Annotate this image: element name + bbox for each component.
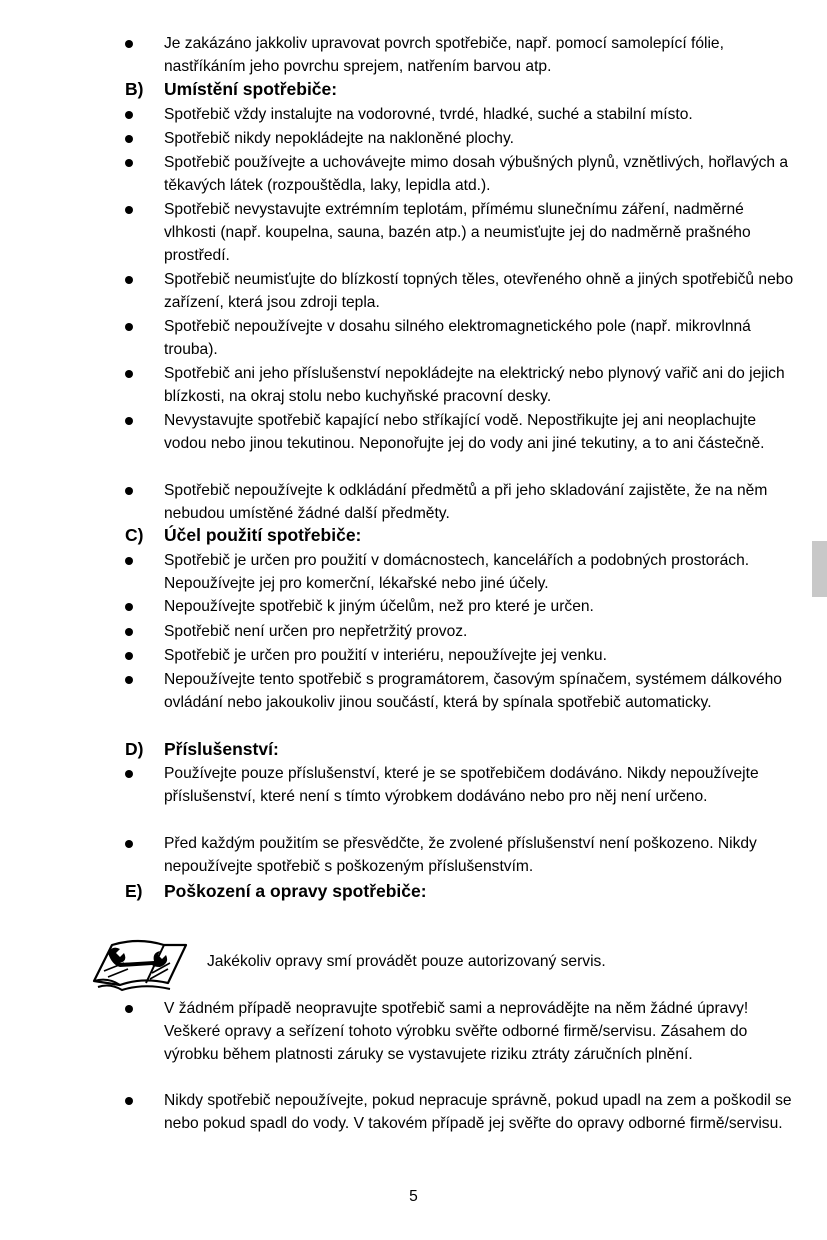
- section-letter: C): [125, 525, 144, 545]
- list-item: Spotřebič používejte a uchovávejte mimo dosah výbušných plynů, vznětlivých, hořlavých a těkavých látek (rozpouštědla, laky, lepidla atd.).: [164, 154, 789, 195]
- bullet-icon: [125, 276, 133, 284]
- bullet-icon: [125, 417, 133, 425]
- bullet-icon: [125, 40, 133, 48]
- list-item: Před každým použitím se přesvědčte, že zvolené příslušenství není poškozeno. Nikdy nepoužívejte spotřebič s poškozeným příslušenstvím.: [164, 835, 757, 876]
- list-item: Spotřebič nepoužívejte k odkládání předmětů a při jeho skladování zajistěte, že na něm nebudou umístěné žádné další předměty.: [164, 482, 768, 523]
- bullet-icon: [125, 770, 133, 778]
- list-item: Je zakázáno jakkoliv upravovat povrch spotřebiče, např. pomocí samolepící fólie, nastříkáním jeho povrchu sprejem, natřením barvou atp.: [164, 35, 724, 76]
- section-letter: B): [125, 79, 144, 99]
- bullet-icon: [125, 840, 133, 848]
- section-tab-marker: [812, 541, 827, 597]
- bullet-icon: [125, 676, 133, 684]
- list-item: Spotřebič vždy instalujte na vodorovné, tvrdé, hladké, suché a stabilní místo.: [164, 106, 693, 123]
- list-item: V žádném případě neopravujte spotřebič sami a neprovádějte na něm žádné úpravy! Veškeré opravy a seřízení tohoto výrobku svěřte odborné firmě/servisu. Zásahem do výrobku během platnosti záruky se vystavujete riziku ztráty záručních plnění.: [164, 1000, 749, 1064]
- bullet-icon: [125, 628, 133, 636]
- section-letter: E): [125, 881, 143, 901]
- bullet-icon: [125, 159, 133, 167]
- list-item: Spotřebič neumisťujte do blízkostí topných těles, otevřeného ohně a jiných spotřebičů nebo zařízení, která jsou zdroji tepla.: [164, 271, 794, 312]
- bullet-icon: [125, 135, 133, 143]
- bullet-icon: [125, 652, 133, 660]
- list-item: Spotřebič nevystavujte extrémním teplotám, přímému slunečnímu záření, nadměrné vlhkosti (např. koupelna, sauna, bazén atp.) a neumisťujte jej do nadměrně prašného prostředí.: [164, 201, 751, 265]
- service-note: Jakékoliv opravy smí provádět pouze autorizovaný servis.: [207, 953, 606, 970]
- bullet-icon: [125, 323, 133, 331]
- bullet-icon: [125, 1005, 133, 1013]
- section-heading: Umístění spotřebiče:: [164, 79, 338, 99]
- list-item: Spotřebič je určen pro použití v interiéru, nepoužívejte jej venku.: [164, 647, 607, 664]
- section-letter: D): [125, 739, 144, 759]
- bullet-icon: [125, 370, 133, 378]
- list-item: Spotřebič není určen pro nepřetržitý provoz.: [164, 623, 468, 640]
- wrench-book-icon: [90, 933, 188, 993]
- list-item: Nepoužívejte tento spotřebič s programátorem, časovým spínačem, systémem dálkového ovládání nebo jakoukoliv jinou součástí, která by spínala spotřebič automaticky.: [164, 671, 782, 712]
- bullet-icon: [125, 1097, 133, 1105]
- list-item: Nevystavujte spotřebič kapající nebo stříkající vodě. Nepostřikujte jej ani neoplachujte vodou nebo jinou tekutinou. Neponořujte jej do vody ani jiné tekutiny, a to ani částečně.: [164, 412, 765, 453]
- bullet-icon: [125, 206, 133, 214]
- list-item: Nepoužívejte spotřebič k jiným účelům, než pro které je určen.: [164, 598, 594, 615]
- section-heading: Příslušenství:: [164, 739, 279, 759]
- bullet-icon: [125, 603, 133, 611]
- list-item: Spotřebič je určen pro použití v domácnostech, kancelářích a podobných prostorách. Nepoužívejte jej pro komerční, lékařské nebo jiné účely.: [164, 552, 750, 593]
- section-heading: Účel použití spotřebiče:: [164, 525, 362, 545]
- section-heading: Poškození a opravy spotřebiče:: [164, 881, 427, 901]
- list-item: Nikdy spotřebič nepoužívejte, pokud nepracuje správně, pokud upadl na zem a poškodil se nebo pokud spadl do vody. V takovém případě jej svěřte do opravy odborné firmě/servisu.: [164, 1092, 792, 1133]
- page-number: 5: [409, 1188, 418, 1205]
- bullet-icon: [125, 487, 133, 495]
- bullet-icon: [125, 557, 133, 565]
- list-item: Spotřebič ani jeho příslušenství nepokládejte na elektrický nebo plynový vařič ani do jejich blízkosti, na okraj stolu nebo kuchyňské pracovní desky.: [164, 365, 785, 406]
- list-item: Spotřebič nepoužívejte v dosahu silného elektromagnetického pole (např. mikrovlnná trouba).: [164, 318, 751, 359]
- list-item: Spotřebič nikdy nepokládejte na nakloněné plochy.: [164, 130, 514, 147]
- bullet-icon: [125, 111, 133, 119]
- list-item: Používejte pouze příslušenství, které je se spotřebičem dodáváno. Nikdy nepoužívejte příslušenství, které není s tímto výrobkem dodáváno nebo pro něj není určeno.: [164, 765, 759, 806]
